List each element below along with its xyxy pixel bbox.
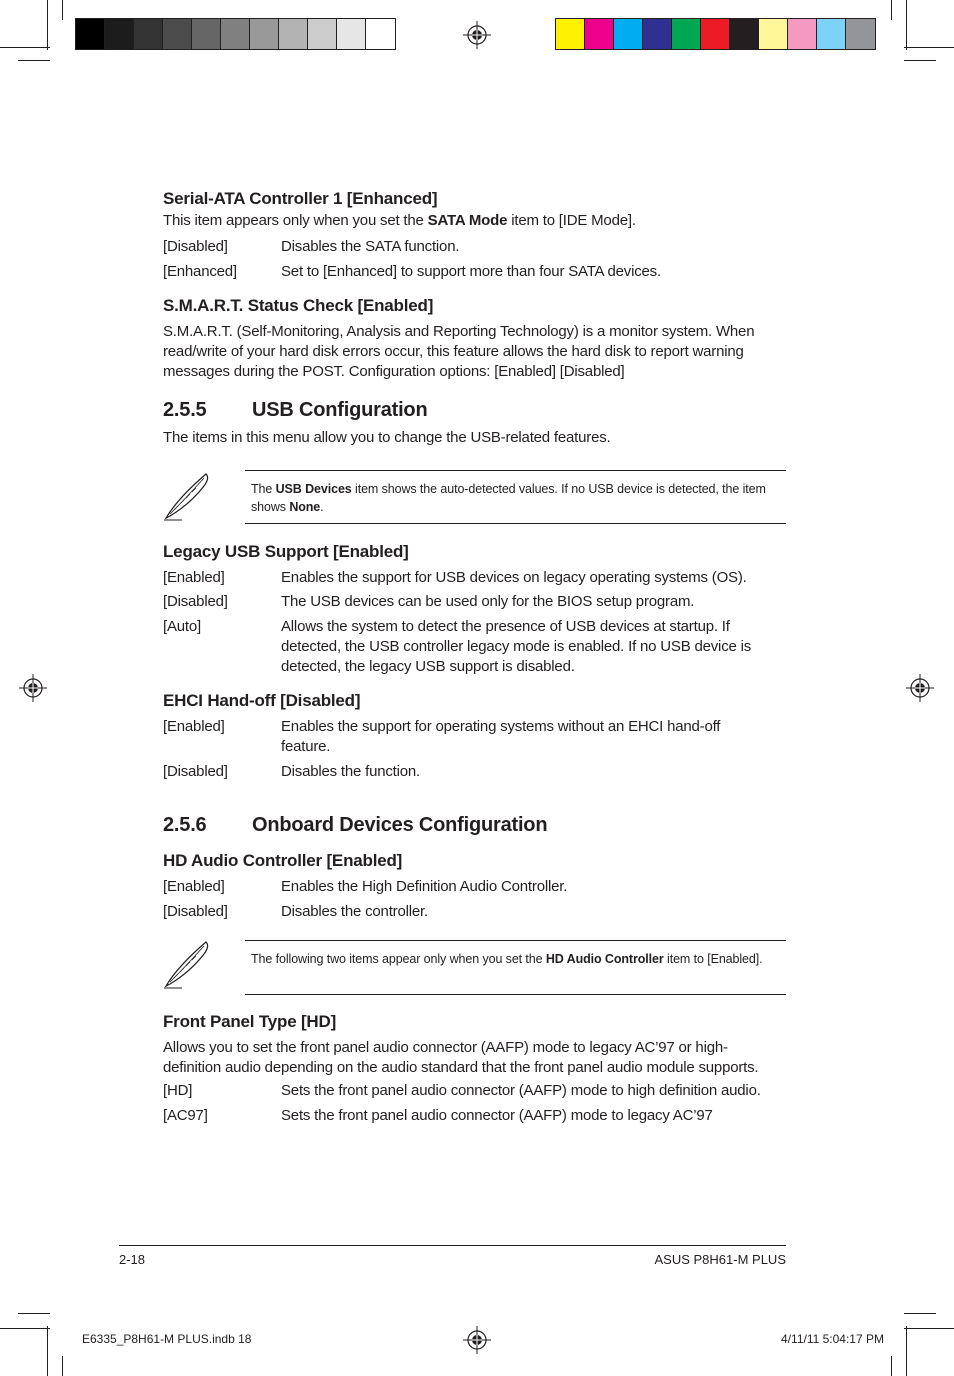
color-swatch	[585, 19, 614, 49]
crop-mark	[47, 1326, 48, 1376]
text-line: definition audio depending on the audio standard that the front panel audio module supports.	[163, 1059, 759, 1076]
smart-description	[163, 322, 788, 382]
crop-mark	[904, 47, 954, 48]
option-key: [Enhanced]	[163, 263, 237, 280]
footer-rule	[119, 1245, 786, 1246]
section-number: 2.5.5	[163, 399, 207, 421]
crop-mark	[0, 47, 50, 48]
hd-audio-heading: HD Audio Controller [Enabled]	[163, 851, 403, 870]
note-box	[245, 470, 786, 524]
option-value	[281, 717, 788, 757]
option-value: Disables the function.	[281, 763, 421, 780]
color-swatch	[817, 19, 846, 49]
section-title-onboard	[163, 814, 547, 837]
crop-mark	[18, 60, 50, 61]
color-swatch	[134, 19, 163, 49]
text-line: feature.	[281, 738, 331, 755]
crop-mark	[62, 0, 63, 20]
note-box	[245, 940, 786, 995]
option-key: [Disabled]	[163, 903, 228, 920]
crop-mark	[891, 0, 892, 20]
option-key: [Enabled]	[163, 878, 225, 895]
option-value: Enables the support for USB devices on legacy operating systems (OS).	[281, 569, 747, 586]
note-pen-icon	[160, 938, 212, 990]
text-line: detected, the legacy USB support is disabled.	[281, 658, 575, 675]
color-swatch	[730, 19, 759, 49]
color-swatch	[614, 19, 643, 49]
option-key: [Auto]	[163, 618, 201, 635]
text-line: detected, the USB controller legacy mode is enabled. If no USB device is	[281, 638, 752, 655]
color-swatch	[701, 19, 730, 49]
crop-mark	[18, 1313, 50, 1314]
crop-mark	[904, 60, 936, 61]
section-title-usb	[163, 399, 427, 422]
color-swatch	[163, 19, 192, 49]
color-swatch	[643, 19, 672, 49]
note-text: The following two items appear only when you set the HD Audio Controller item to [Enabled].	[251, 952, 763, 966]
slug-filename: E6335_P8H61-M PLUS.indb 18	[82, 1332, 252, 1346]
crop-mark	[904, 1328, 954, 1329]
section-title: USB Configuration	[252, 399, 428, 421]
color-swatch	[846, 19, 875, 49]
color-swatch	[788, 19, 817, 49]
crop-mark	[47, 0, 48, 50]
note-pen-icon	[160, 470, 212, 522]
usb-intro: The items in this menu allow you to change the USB-related features.	[163, 429, 611, 446]
text-line: S.M.A.R.T. (Self-Monitoring, Analysis and Reporting Technology) is a monitor system. When	[163, 323, 755, 340]
option-value	[281, 617, 788, 677]
crop-mark	[906, 0, 907, 50]
ehci-heading: EHCI Hand-off [Disabled]	[163, 691, 361, 710]
option-value: Disables the controller.	[281, 903, 428, 920]
option-key: [Enabled]	[163, 718, 225, 735]
sata-heading: Serial-ATA Controller 1 [Enhanced]	[163, 189, 438, 208]
crop-mark	[904, 1313, 936, 1314]
registration-mark-icon	[463, 21, 491, 49]
color-swatch	[76, 19, 105, 49]
registration-mark-icon	[463, 1326, 491, 1354]
option-value: Sets the front panel audio connector (AAFP) mode to high definition audio.	[281, 1082, 761, 1099]
smart-heading: S.M.A.R.T. Status Check [Enabled]	[163, 296, 434, 315]
color-swatch	[308, 19, 337, 49]
color-swatch	[366, 19, 395, 49]
process-color-bar	[555, 18, 876, 50]
note-text: The USB Devices item shows the auto-detected values. If no USB device is detected, the item shows None.	[251, 482, 766, 514]
registration-mark-icon	[906, 674, 934, 702]
color-swatch	[337, 19, 366, 49]
page-number: 2-18	[119, 1252, 146, 1267]
color-swatch	[279, 19, 308, 49]
grayscale-color-bar	[75, 18, 396, 50]
slug-timestamp: 4/11/11 5:04:17 PM	[781, 1332, 884, 1346]
option-key: [Disabled]	[163, 238, 228, 255]
legacy-usb-heading: Legacy USB Support [Enabled]	[163, 542, 409, 561]
text-line: Allows you to set the front panel audio connector (AAFP) mode to legacy AC’97 or high-	[163, 1039, 728, 1056]
crop-mark	[891, 1356, 892, 1376]
section-number: 2.5.6	[163, 814, 207, 836]
text-line: messages during the POST. Configuration options: [Enabled] [Disabled]	[163, 363, 625, 380]
option-value: Enables the High Definition Audio Controller.	[281, 878, 568, 895]
color-swatch	[250, 19, 279, 49]
product-name: ASUS P8H61-M PLUS	[654, 1252, 786, 1267]
option-key: [HD]	[163, 1082, 193, 1099]
text-line: Enables the support for operating systems without an EHCI hand-off	[281, 718, 721, 735]
option-value: Set to [Enhanced] to support more than four SATA devices.	[281, 263, 661, 280]
option-value: Disables the SATA function.	[281, 238, 460, 255]
color-swatch	[759, 19, 788, 49]
crop-mark	[0, 1328, 50, 1329]
front-panel-heading: Front Panel Type [HD]	[163, 1012, 337, 1031]
registration-mark-icon	[19, 674, 47, 702]
option-key: [Disabled]	[163, 763, 228, 780]
color-swatch	[105, 19, 134, 49]
color-swatch	[221, 19, 250, 49]
option-value: Sets the front panel audio connector (AAFP) mode to legacy AC’97	[281, 1107, 713, 1124]
crop-mark	[62, 1356, 63, 1376]
option-value: The USB devices can be used only for the BIOS setup program.	[281, 593, 695, 610]
front-panel-description	[163, 1038, 788, 1078]
option-key: [AC97]	[163, 1107, 208, 1124]
option-key: [Disabled]	[163, 593, 228, 610]
option-key: [Enabled]	[163, 569, 225, 586]
color-swatch	[672, 19, 701, 49]
text-line: Allows the system to detect the presence of USB devices at startup. If	[281, 618, 730, 635]
sata-description: This item appears only when you set the SATA Mode item to [IDE Mode].	[163, 212, 636, 229]
text-line: read/write of your hard disk errors occur, this feature allows the hard disk to report warning	[163, 343, 744, 360]
crop-mark	[906, 1326, 907, 1376]
color-swatch	[556, 19, 585, 49]
section-title: Onboard Devices Configuration	[252, 814, 548, 836]
color-swatch	[192, 19, 221, 49]
